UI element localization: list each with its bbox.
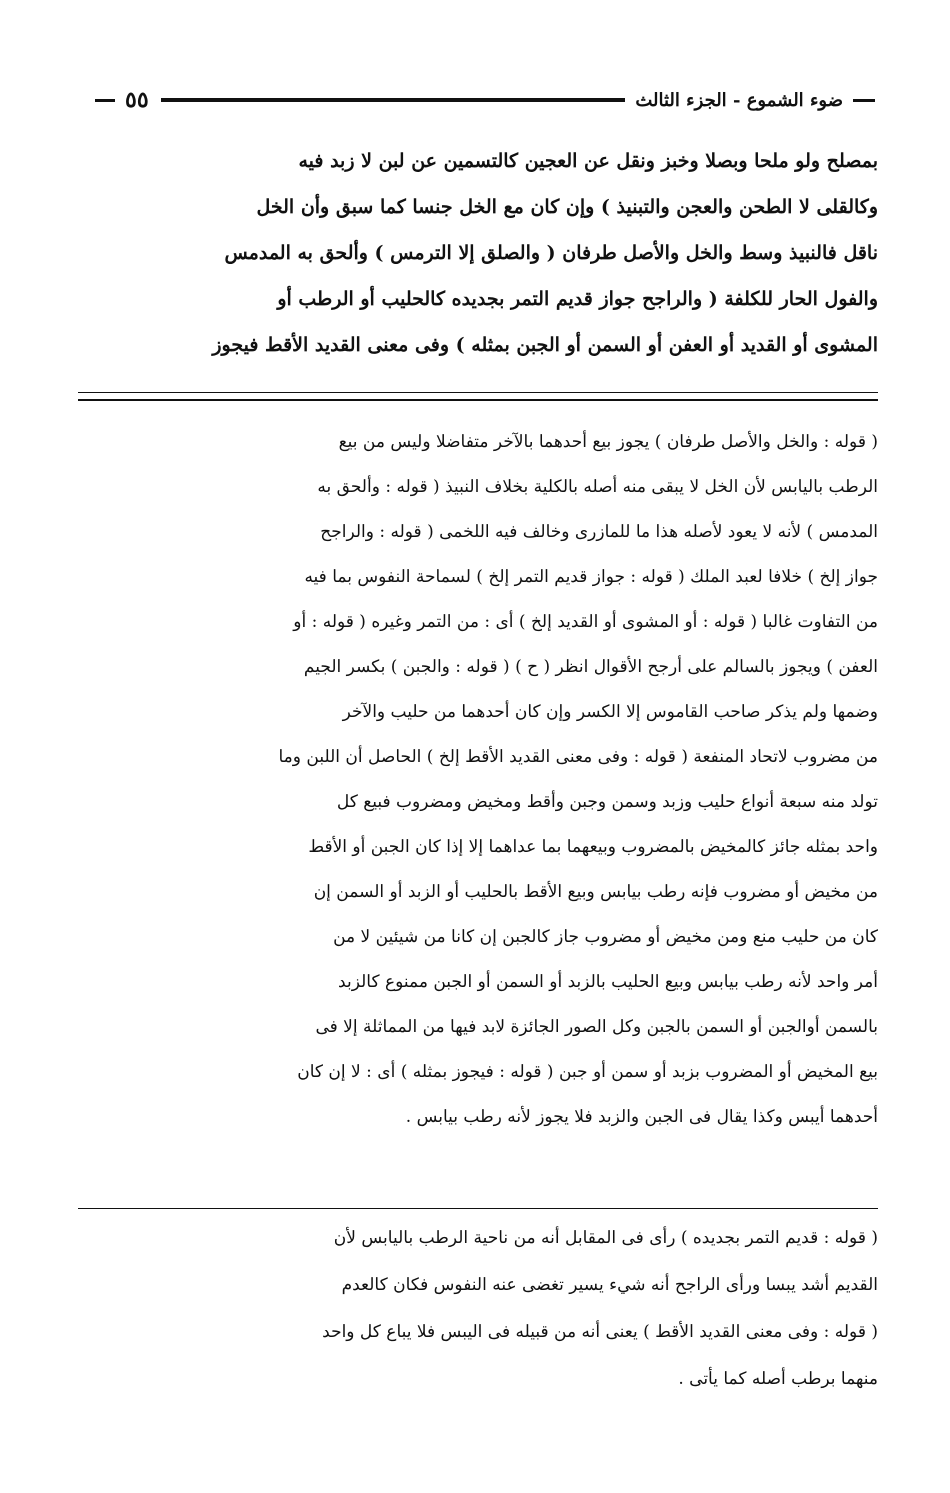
running-header xyxy=(95,85,875,115)
commentary-line: تولد منه سبعة أنواع حليب وزبد وسمن وجبن وأقط ومخيض ومضروب فبيع كل xyxy=(336,792,878,812)
main-line: بمصلح ولو ملحا وبصلا وخبز ونقل عن العجين كالتسمين عن لبن لا زبد فيه xyxy=(298,150,878,172)
running-title: ضوء الشموع - الجزء الثالث xyxy=(635,89,843,111)
main-line: المشوى أو القديد أو العفن أو السمن أو الجبن بمثله ) وفى معنى القديد الأقط فيجوز xyxy=(212,334,878,356)
section-divider-double xyxy=(78,392,878,401)
commentary-line: وضمها ولم يذكر صاحب القاموس إلا الكسر وإن كان أحدهما من حليب والآخر xyxy=(342,702,878,722)
commentary-line: من مضروب لاتحاد المنفعة ( قوله : وفى معنى القديد الأقط إلخ ) الحاصل أن اللبن وما xyxy=(278,747,878,767)
commentary-line: بيع المخيض أو المضروب بزبد أو سمن أو جبن ( قوله : فيجوز بمثله ) أى : لا إن كان xyxy=(297,1062,878,1082)
main-text xyxy=(78,138,878,368)
commentary-line: أحدهما أيبس وكذا يقال فى الجبن والزبد فلا يجوز لأنه رطب بيابس . xyxy=(405,1107,878,1127)
commentary-line: المدمس ) لأنه لا يعود لأصله هذا ما للمازرى وخالف فيه اللخمى ( قوله : والراجح xyxy=(320,522,878,542)
commentary-line: بالسمن أوالجبن أو السمن بالجبن وكل الصور الجائزة لابد فيها من المماثلة إلا فى xyxy=(315,1017,878,1037)
commentary-line: ( قوله : والخل والأصل طرفان ) يجوز بيع أحدهما بالآخر متفاضلا وليس من بيع xyxy=(338,432,878,452)
section-divider-single xyxy=(78,1208,878,1209)
footnote-text xyxy=(78,1215,878,1403)
commentary-line: من التفاوت غالبا ( قوله : أو المشوى أو القديد إلخ ) أى : من التمر وغيره ( قوله : أو xyxy=(293,612,878,632)
commentary-line: من مخيض أو مضروب فإنه رطب بيابس وبيع الأقط بالحليب أو الزبد أو السمن إن xyxy=(313,882,878,902)
commentary-line: الرطب باليابس لأن الخل لا يبقى منه أصله بالكلية بخلاف النبيذ ( قوله : وألحق به xyxy=(317,477,878,497)
commentary-text xyxy=(78,420,878,1140)
main-line: ناقل فالنبيذ وسط والخل والأصل طرفان ( والصلق إلا الترمس ) وألحق به المدمس xyxy=(224,242,878,264)
footnote-line: القديم أشد يبسا ورأى الراجح أنه شيء يسير تغضى عنه النفوس فكان كالعدم xyxy=(341,1275,878,1295)
footnote-line: ( قوله : قديم التمر بجديده ) رأى فى المقابل أنه من ناحية الرطب باليابس لأن xyxy=(333,1228,878,1248)
commentary-line: العفن ) ويجوز بالسالم على أرجح الأقوال انظر ( ح ) ( قوله : والجبن ) بكسر الجيم xyxy=(303,657,878,677)
commentary-line: كان من حليب منع ومن مخيض أو مضروب جاز كالجبن إن كانا من شيئين لا من xyxy=(333,927,878,947)
main-line: والفول الحار للكلفة ( والراجح جواز قديم التمر بجديده كالحليب أو الرطب أو xyxy=(277,288,878,310)
commentary-line: أمر واحد لأنه رطب بيابس وبيع الحليب بالزبد أو السمن أو الجبن ممنوع كالزبد xyxy=(338,972,878,992)
page-number: ٥٥ xyxy=(125,87,149,113)
commentary-line: جواز إلخ ) خلافا لعبد الملك ( قوله : جواز قديم التمر إلخ ) لسماحة النفوس بما فيه xyxy=(304,567,878,587)
footnote-line: منهما برطب أصله كما يأتى . xyxy=(678,1369,878,1389)
footnote-line: ( قوله : وفى معنى القديد الأقط ) يعنى أنه من قبيله فى اليبس فلا يباع كل واحد xyxy=(322,1322,878,1342)
header-dash-right xyxy=(853,99,875,102)
main-line: وكالقلى لا الطحن والعجن والتبنيذ ) وإن كان مع الخل جنسا كما سبق وأن الخل xyxy=(256,196,878,218)
header-dash-left xyxy=(95,99,115,102)
commentary-line: واحد بمثله جائز كالمخيض بالمضروب وبيعهما بما عداهما إلا إذا كان الجبن أو الأقط xyxy=(308,837,878,857)
header-rule xyxy=(161,98,626,102)
